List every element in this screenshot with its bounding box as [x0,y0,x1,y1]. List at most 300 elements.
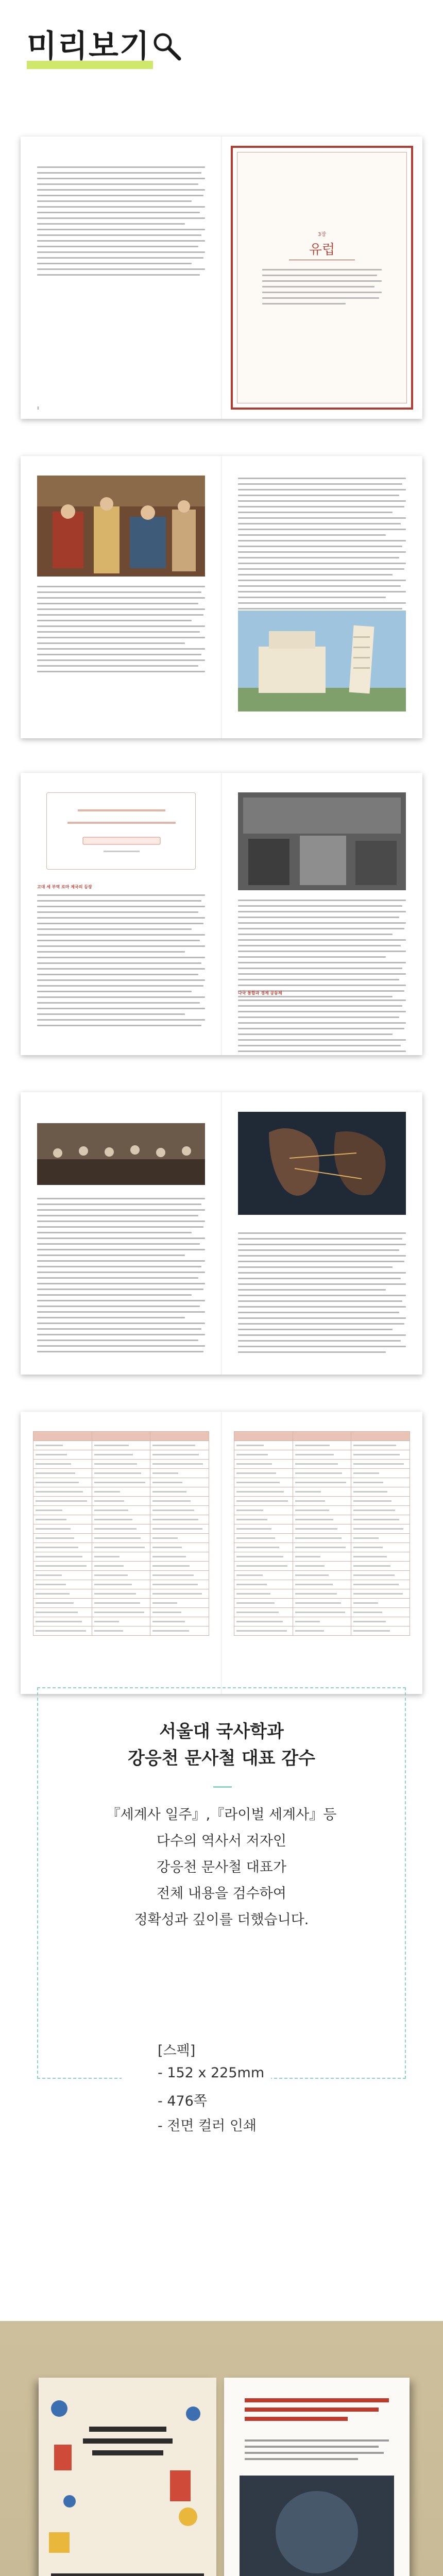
text-line [37,183,198,185]
text-line [238,968,402,969]
text-line [37,1255,185,1256]
table-cell [234,1487,293,1497]
text-line [37,1328,201,1330]
map-image [238,1112,406,1215]
text-line [37,625,205,627]
text-line [37,274,200,276]
text-line [238,1039,406,1041]
text-line [238,973,406,975]
table-cell [33,1450,92,1460]
text-line [238,905,402,907]
text-line [37,217,205,219]
table-cell [234,1608,293,1617]
text-line [238,1323,404,1325]
spread-5-right-page [222,1412,422,1694]
table-cell [92,1460,150,1469]
text-line [262,286,374,287]
table-cell [351,1626,410,1636]
text-line [37,608,205,610]
table-cell [234,1469,293,1478]
body-text [37,1198,205,1357]
book-gutter [221,773,222,1055]
table-cell [150,1524,209,1534]
text-line [37,1002,200,1004]
table-cell [92,1552,150,1562]
table-cell [234,1552,293,1562]
spread-4 [21,1092,422,1375]
text-line [238,1317,406,1319]
text-line [37,189,205,191]
table-cell [234,1617,293,1626]
table-cell [33,1580,92,1589]
text-line [238,568,404,570]
text-line [37,1266,201,1267]
supervisor-body-line: 다수의 역사서 저자인 [157,1833,286,1849]
text-line [37,591,201,593]
text-line [37,991,192,992]
table-cell [33,1497,92,1506]
table-cell [351,1515,410,1524]
table-cell [33,1562,92,1571]
text-line [238,1261,404,1262]
text-line [238,928,404,929]
text-line [238,1005,402,1007]
table-cell [351,1487,410,1497]
supervisor-body-line: 『세계사 일주』,『라이벌 세계사』등 [106,1807,337,1823]
table-cell [293,1432,351,1441]
spec-box [122,2020,271,2138]
text-line [37,1232,192,1233]
table-row [33,1524,209,1534]
text-line [37,246,198,247]
table-cell [33,1487,92,1497]
text-line [37,1243,200,1245]
text-line [37,1311,205,1313]
text-line [37,1249,205,1250]
table-cell [293,1478,351,1487]
text-line [238,574,393,575]
table-cell [92,1524,150,1534]
text-line [37,1221,205,1222]
table-cell [33,1534,92,1543]
table-cell [150,1450,209,1460]
table-row [234,1552,410,1562]
text-line [37,957,205,958]
table-cell [150,1571,209,1580]
text-line [37,962,201,964]
table-cell [150,1608,209,1617]
spread-4-right-page [222,1092,422,1375]
table-cell [150,1534,209,1543]
table-cell [92,1626,150,1636]
table-row [234,1460,410,1469]
text-line [37,200,192,202]
book-gutter [221,456,222,738]
text-line [37,240,205,242]
table-row [234,1626,410,1636]
text-line [238,956,386,958]
table-cell [293,1469,351,1478]
table-cell [33,1571,92,1580]
table-cell [234,1580,293,1589]
table-cell [33,1599,92,1608]
text-line [37,586,205,587]
text-line [238,563,406,564]
text-line [238,546,402,547]
table-cell [293,1534,351,1543]
table-cell [234,1589,293,1599]
supervisor-body-line: 정확성과 깊이를 더했습니다. [134,1912,309,1928]
text-line [238,489,406,490]
text-line [37,1209,205,1211]
text-line [238,540,406,541]
text-line [238,1050,406,1052]
text-line [238,1033,393,1035]
table-cell [150,1497,209,1506]
table-row [33,1432,209,1441]
text-line [37,195,203,196]
table-cell [293,1487,351,1497]
table-cell [92,1515,150,1524]
preview-header [0,0,443,106]
table-cell [33,1589,92,1599]
text-line [37,911,198,913]
text-line [37,263,192,264]
spec-item: - 476쪽 [158,2093,207,2109]
text-line [37,631,200,633]
table-row [234,1506,410,1515]
table-cell [33,1441,92,1450]
table-cell [150,1580,209,1589]
spread-3-right-page [222,773,422,1055]
text-line [37,1294,192,1296]
text-line [37,268,205,270]
text-line [37,996,205,998]
table-cell [351,1562,410,1571]
table-cell [234,1478,293,1487]
chapter-title: 유럽 [309,242,335,258]
chapter-inner [237,152,407,403]
table-cell [33,1478,92,1487]
page-folio: Ⅱ [37,406,39,411]
table-row [33,1487,209,1497]
book-back-cover [224,2378,410,2576]
text-line [37,1013,185,1015]
table-cell [351,1441,410,1450]
conference-photo [37,1123,205,1185]
table-cell [234,1506,293,1515]
quote-graphic [47,803,196,860]
text-line [37,642,185,644]
table-cell [92,1534,150,1543]
text-line [238,900,406,901]
table-row [33,1460,209,1469]
table-cell [234,1432,293,1441]
archive-photo [238,792,406,890]
text-line [37,1283,205,1284]
table-row [33,1608,209,1617]
book-gutter [221,1092,222,1375]
table-cell [92,1580,150,1589]
text-line [37,234,201,236]
table-cell [33,1515,92,1524]
spread-3-left-page [21,773,222,1055]
table-cell [92,1617,150,1626]
table-cell [234,1534,293,1543]
text-line [238,1351,386,1353]
text-line [238,999,406,1001]
table-cell [33,1608,92,1617]
book-gutter [221,137,222,419]
table-cell [351,1608,410,1617]
chapter-intro-text [262,269,382,309]
table-cell [293,1589,351,1599]
text-line [238,529,406,530]
body-text [37,894,205,1030]
supervisor-body [38,1802,405,1933]
table-cell [92,1441,150,1450]
text-line [37,906,205,907]
body-text [238,1232,406,1357]
table-cell [293,1460,351,1469]
table-cell [293,1497,351,1506]
spread-4-left-page [21,1092,222,1375]
supervisor-body-line: 전체 내용을 검수하여 [157,1886,286,1902]
text-line [37,1334,205,1335]
table-row [33,1571,209,1580]
table-cell [351,1524,410,1534]
table-row [33,1534,209,1543]
text-line [262,292,382,293]
text-line [238,985,406,986]
text-line [238,1232,406,1234]
text-line [37,894,205,896]
text-line [238,911,406,912]
table-cell [33,1506,92,1515]
table-cell [150,1599,209,1608]
table-cell [351,1543,410,1552]
table-cell [92,1562,150,1571]
table-cell [92,1543,150,1552]
text-line [37,923,203,924]
table-cell [234,1571,293,1580]
table-row [234,1450,410,1460]
table-cell [234,1626,293,1636]
table-row [234,1562,410,1571]
text-line [37,620,192,621]
supervisor-rule [213,1786,232,1788]
table-cell [150,1543,209,1552]
text-line [238,512,393,513]
table-cell [150,1626,209,1636]
table-cell [293,1524,351,1534]
text-line [238,1016,399,1018]
spread-2-right-page [222,456,422,738]
text-line [37,974,198,975]
chapter-label: 3장 [317,232,327,238]
text-line [37,1306,200,1307]
text-line [37,934,205,936]
table-row [33,1589,209,1599]
table-cell [150,1589,209,1599]
table-cell [234,1460,293,1469]
table-cell [150,1562,209,1571]
back-cover-layout [224,2378,410,2576]
supervisor-title-line1: 서울대 국사학과 [159,1721,284,1742]
section-subheading: 고대 세 부역 로마 제국의 등장 [37,885,92,889]
text-line [37,1289,203,1290]
table-row [234,1441,410,1450]
table-row [33,1543,209,1552]
table-cell [351,1599,410,1608]
magnifier-icon [150,30,182,62]
table-cell [351,1469,410,1478]
table-row [234,1571,410,1580]
text-line [238,551,406,553]
spread-1-right-page [222,137,422,419]
table-row [33,1599,209,1608]
text-line [238,979,399,980]
table-row [234,1515,410,1524]
text-line [37,1272,205,1273]
table-cell [33,1432,92,1441]
book-cover-photo [0,2321,443,2576]
text-line [37,1019,205,1021]
cover-illustration [39,2378,216,2576]
text-line [37,968,205,970]
text-line [238,602,406,604]
text-line [37,1204,201,1205]
book-front-cover [39,2378,216,2576]
text-line [37,166,205,168]
table-cell [293,1543,351,1552]
text-line [37,637,205,638]
supervisor-title-line2: 강응천 문사철 대표 감수 [128,1748,315,1769]
text-line [37,212,200,213]
table-row [33,1580,209,1589]
text-line [37,928,192,930]
text-line [37,614,203,616]
table-cell [293,1562,351,1571]
text-line [238,917,399,918]
table-cell [92,1608,150,1617]
text-line [262,275,377,276]
text-line [238,951,406,952]
spec-item: - 152 x 225mm [158,2065,265,2081]
quote-title [47,803,195,863]
table-row [234,1478,410,1487]
table-cell [351,1497,410,1506]
text-line [262,269,382,270]
table-cell [92,1589,150,1599]
text-line [238,1249,399,1251]
chronology-table [33,1431,209,1636]
table-cell [293,1441,351,1450]
table-row [33,1441,209,1450]
text-line [238,523,401,524]
text-line [238,1346,406,1347]
text-line [238,597,386,598]
table-row [234,1524,410,1534]
table-cell [150,1460,209,1469]
table-cell [150,1487,209,1497]
table-cell [150,1478,209,1487]
table-cell [33,1524,92,1534]
table-cell [150,1617,209,1626]
table-cell [351,1580,410,1589]
text-line [238,1334,406,1336]
text-line [37,206,205,208]
spread-1 [21,137,422,419]
table-row [33,1626,209,1636]
table-cell [234,1543,293,1552]
text-line [37,1277,198,1279]
table-cell [293,1552,351,1562]
text-line [238,1306,406,1308]
text-line [238,1028,404,1029]
table-cell [92,1506,150,1515]
table-row [234,1608,410,1617]
supervisor-title [38,1718,405,1772]
text-line [238,939,406,941]
spec-item: - 전면 컬러 인쇄 [158,2118,257,2134]
text-line [37,900,201,902]
table-cell [150,1515,209,1524]
table-cell [92,1469,150,1478]
table-cell [92,1497,150,1506]
text-line [37,1345,205,1347]
table-cell [351,1552,410,1562]
text-line [37,1317,185,1318]
tower-photo [238,611,406,711]
table-cell [92,1599,150,1608]
text-line [37,917,205,919]
text-line [37,648,205,650]
table-row [234,1599,410,1608]
table-row [33,1497,209,1506]
text-line [238,1300,402,1302]
spread-2-left-page [21,456,222,738]
text-line [37,1226,203,1228]
body-text [37,586,205,676]
text-line [238,1289,386,1291]
table-cell [293,1617,351,1626]
text-line [238,922,406,924]
table-row [234,1534,410,1543]
table-row [33,1478,209,1487]
table-cell [351,1617,410,1626]
text-line [238,1255,406,1257]
text-line [37,1300,205,1301]
table-row [33,1469,209,1478]
text-line [37,1008,205,1009]
table-cell [92,1432,150,1441]
table-cell [293,1608,351,1617]
text-line [37,654,201,655]
table-cell [351,1432,410,1441]
table-row [33,1506,209,1515]
text-line [37,172,201,174]
text-line [37,178,205,179]
table-cell [293,1506,351,1515]
table-cell [33,1460,92,1469]
spread-1-left-page [21,137,222,419]
table-cell [351,1571,410,1580]
table-row [33,1515,209,1524]
table-cell [33,1626,92,1636]
chronology-table [234,1431,410,1636]
text-line [238,1266,393,1268]
